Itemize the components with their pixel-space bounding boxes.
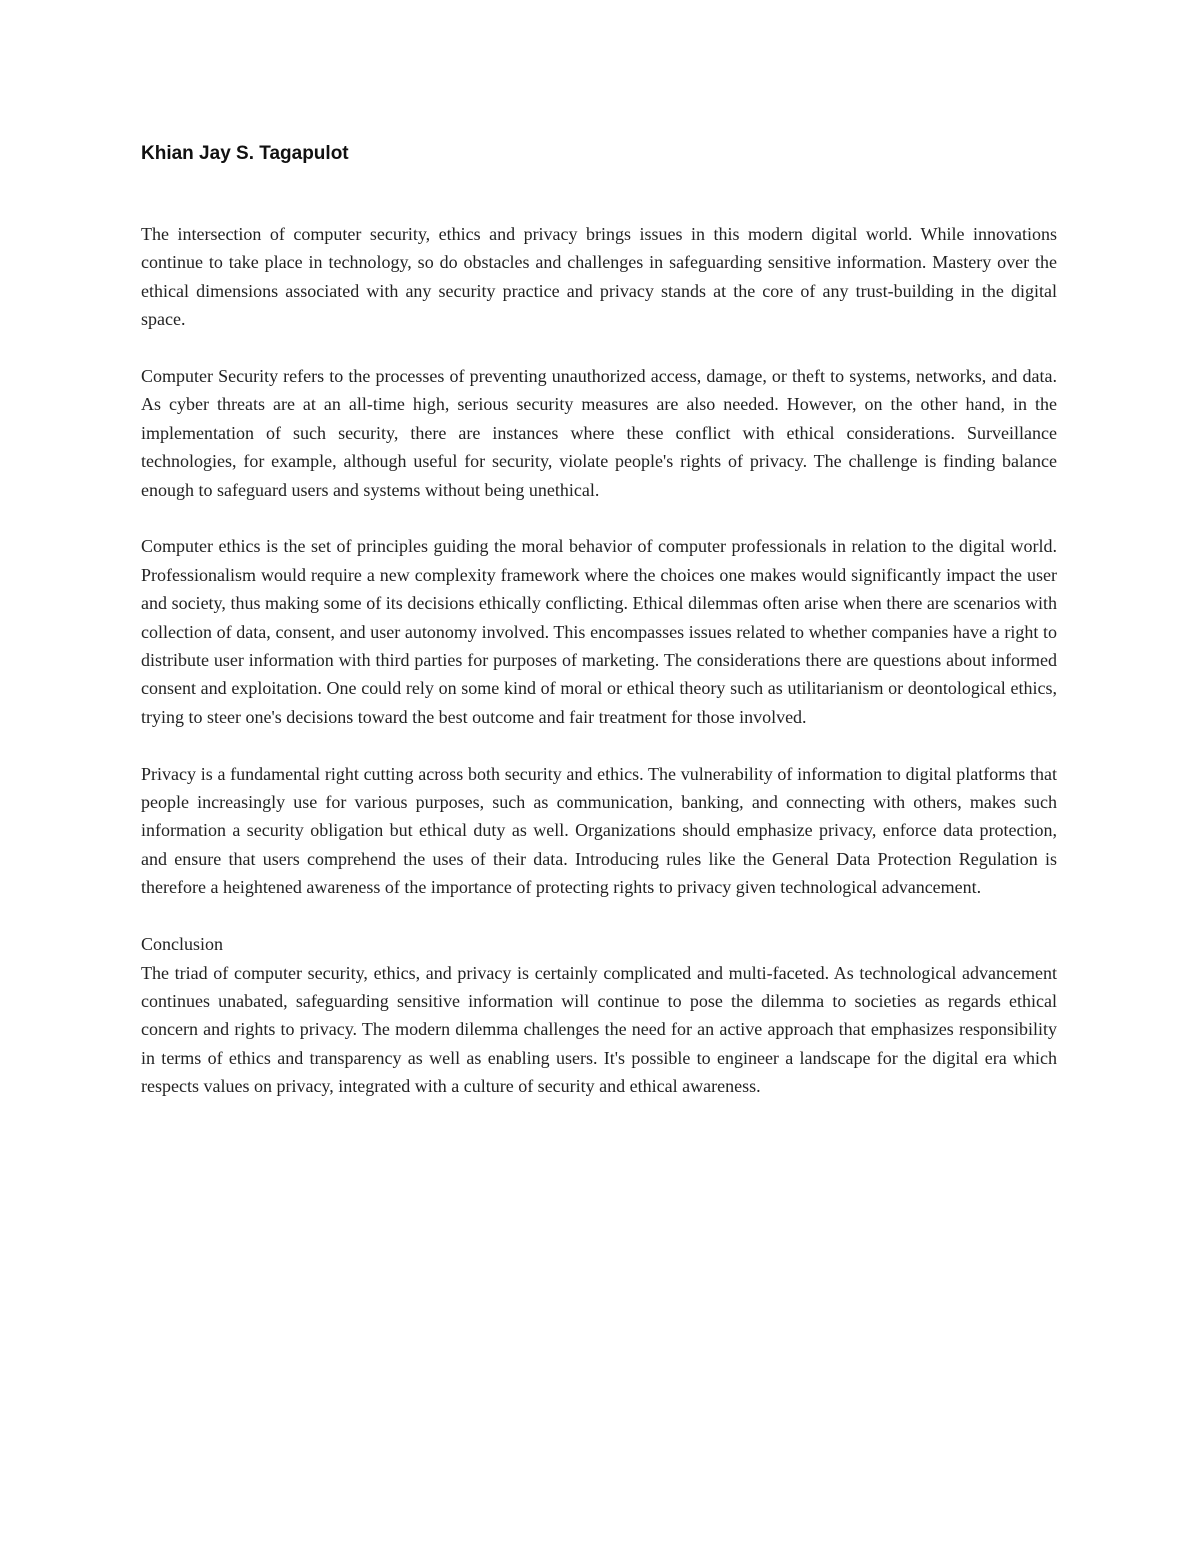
conclusion-heading: Conclusion [141,934,224,955]
author-name: Khian Jay S. Tagapulot [141,143,349,164]
intro-paragraph: The intersection of computer security, ethics and privacy brings issues in this modern digital world. While innovations continue to take place in technology, so do obstacles and challenges in safeguarding sensitive information. Mastery over the ethical dimensions associated with any security practice and privacy stands at the core of any trust-building in the digital space. [141,224,1057,330]
computer-ethics-paragraph: Computer ethics is the set of principles guiding the moral behavior of computer professionals in relation to the digital world. Professionalism would require a new complexity framework where the choices one makes would significantly impact the user and society, thus making some of its decisions ethically conflicting. Ethical dilemmas often arise when there are scenarios with collection of data, consent, and user autonomy involved. This encompasses issues related to whether companies have a right to distribute user information with third parties for purposes of marketing. The considerations there are questions about informed consent and exploitation. One could rely on some kind of moral or ethical theory such as utilitarianism or deontological ethics, trying to steer one's decisions toward the best outcome and fair treatment for those involved. [141,536,1057,727]
document-body [141,140,1057,1101]
computer-security-paragraph: Computer Security refers to the processes of preventing unauthorized access, damage, or theft to systems, networks, and data. As cyber threats are at an all-time high, serious security measures are also needed. However, on the other hand, in the implementation of such security, there are instances where these conflict with ethical considerations. Surveillance technologies, for example, although useful for security, violate people's rights of privacy. The challenge is finding balance enough to safeguard users and systems without being unethical. [141,366,1057,500]
privacy-paragraph: Privacy is a fundamental right cutting across both security and ethics. The vulnerability of information to digital platforms that people increasingly use for various purposes, such as communication, banking, and connecting with others, makes such information a security obligation but ethical duty as well. Organizations should emphasize privacy, enforce data protection, and ensure that users comprehend the uses of their data. Introducing rules like the General Data Protection Regulation is therefore a heightened awareness of the importance of protecting rights to privacy given technological advancement. [141,763,1057,898]
conclusion-paragraph: The triad of computer security, ethics, and privacy is certainly complicated and multi-faceted. As technological advancement continues unabated, safeguarding sensitive information will continue to pose the dilemma to societies as regards ethical concern and rights to privacy. The modern dilemma challenges the need for an active approach that emphasizes responsibility in terms of ethics and transparency as well as enabling users. It's possible to engineer a landscape for the digital era which respects values on privacy, integrated with a culture of security and ethical awareness. [141,962,1057,1097]
